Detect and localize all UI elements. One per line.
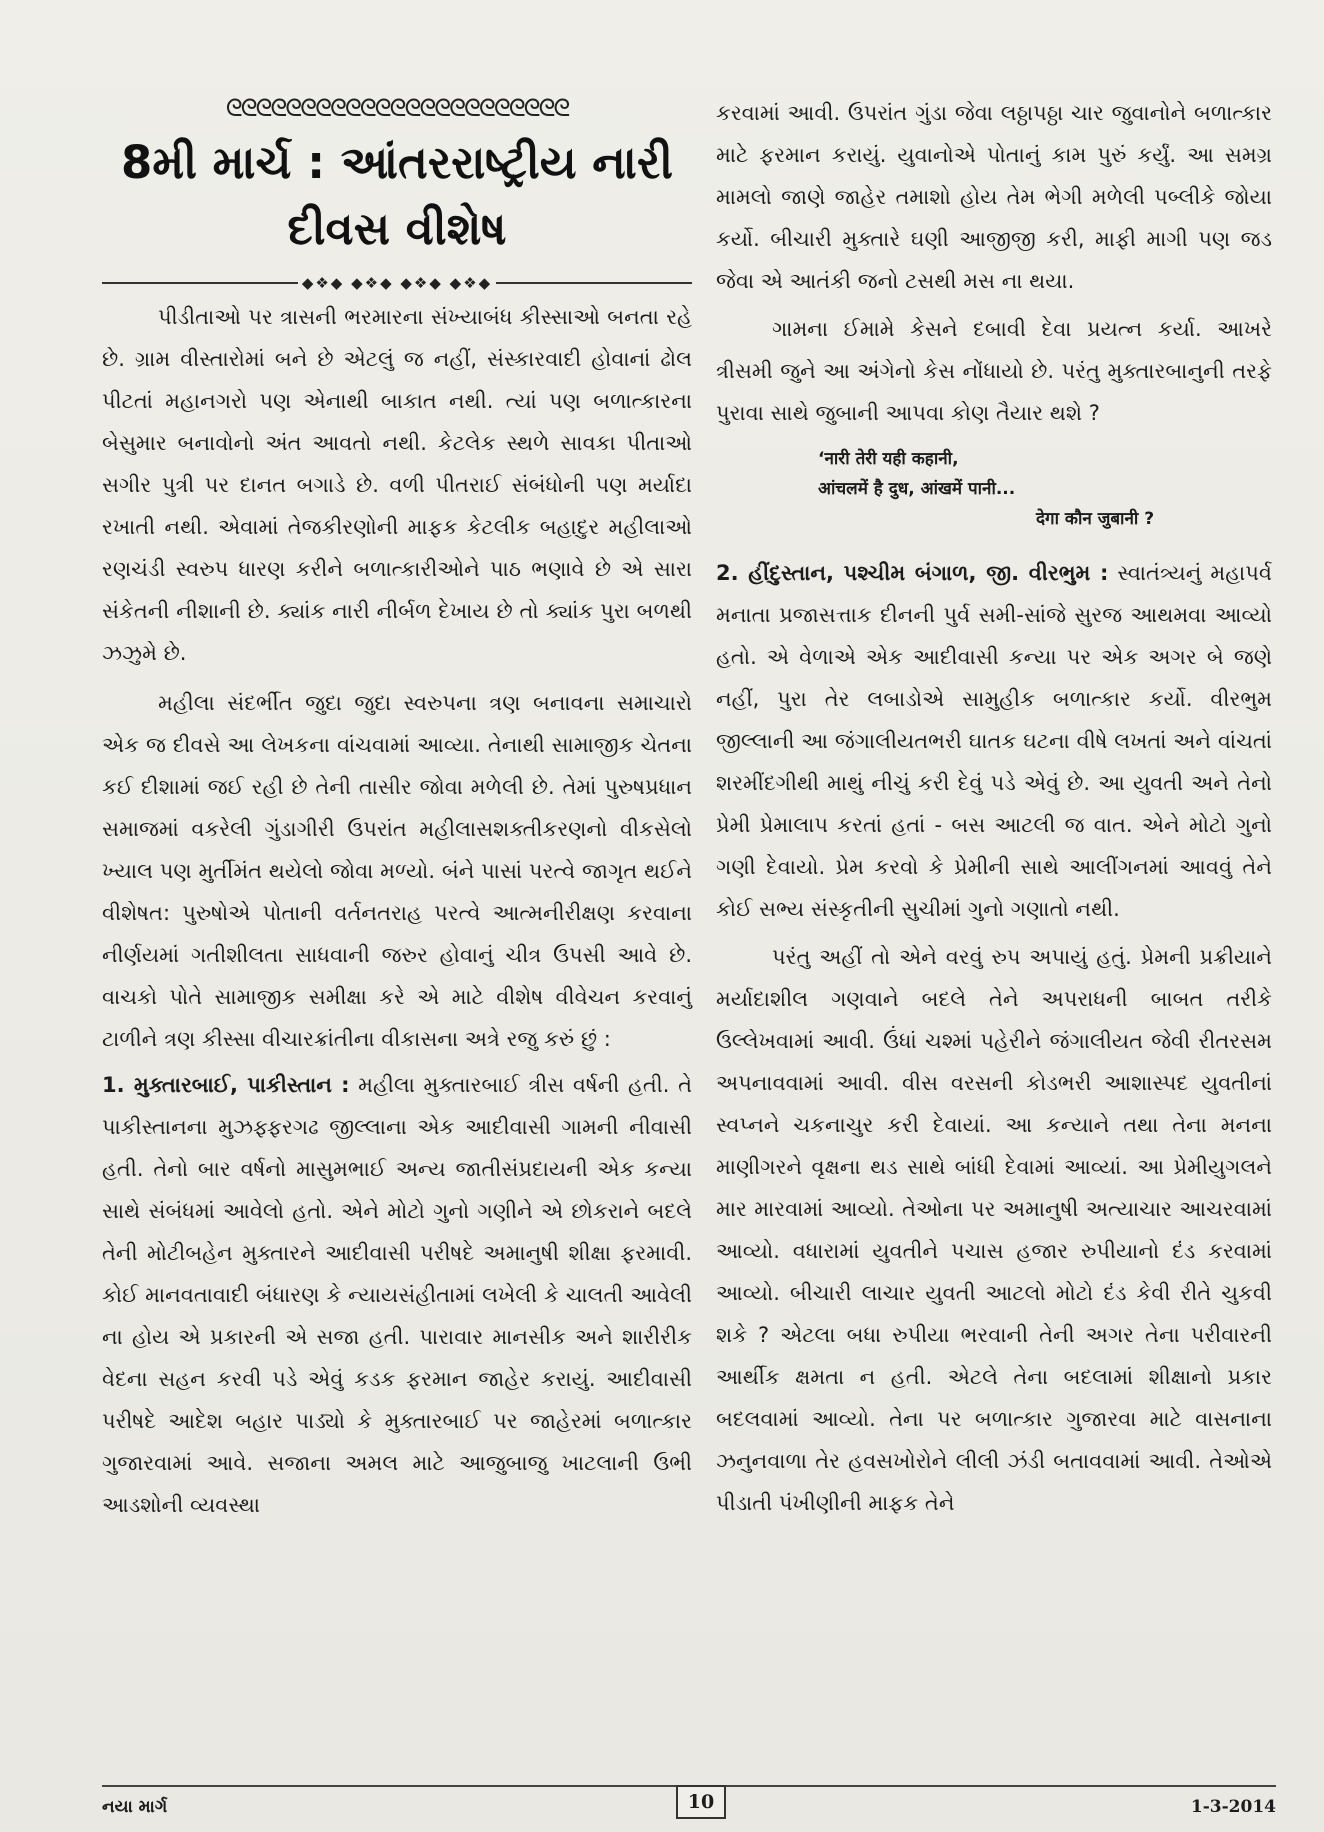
section2-paragraph	[716, 552, 1272, 930]
title-line-2: દીવસ વીશેષ	[287, 202, 507, 255]
poem-line-3: देगा कौन जुबानी ?	[1036, 509, 1155, 529]
page-number: 10	[676, 1785, 726, 1819]
title-ornament: ᘓᘓᘓᘓᘓᘓᘓᘓᘓᘓᘓᘓᘓᘓᘓᘓᘓᘓᘓᘓᘓᘓᘓ	[225, 96, 569, 122]
title-line-1: 8મી માર્ચ : આંતરરાષ્ટ્રીય નારી	[121, 136, 673, 189]
divider-line-right	[496, 282, 692, 284]
section2-heading: 2. હીંદુસ્તાન, પશ્ચીમ બંગાળ, જી. વીરભુમ :	[716, 561, 1109, 585]
imam-paragraph: ગામના ઈમામે કેસને દબાવી દેવા પ્રયત્ન કર્યા. આખરે ત્રીસમી જુને આ અંગેનો કેસ નોંધાયો છે. પરંતુ મુક્તારબાનુની તરફે પુરાવા સાથે જુબાની આપવા કોણ તૈયાર થશે ?	[716, 317, 1272, 425]
poem-quote	[716, 444, 1272, 534]
section1-text: મહીલા મુક્તારબાઈ ત્રીસ વર્ષની હતી. તે પાકીસ્તાનના મુઝફ્ફરગઢ જીલ્લાના એક આદીવાસી ગામની નીવાસી હતી. તેનો બાર વર્ષનો માસુમભાઈ અન્ય જાતીસંપ્રદાયની એક કન્યા સાથે સંબંધમાં આવેલો હતો. એને મોટો ગુનો ગણીને એ છોકરાને બદલે તેની મોટીબહેન મુક્તારને આદીવાસી પરીષદે અમાનુષી શીક્ષા ફરમાવી. કોઈ માનવતાવાદી બંધારણ કે ન્યાયસંહીતામાં લખેલી કે ચાલતી આવેલી ના હોય એ પ્રકારની એ સજા હતી. પારાવાર માનસીક અને શારીરીક વેદના સહન કરવી પડે એવું કડક ફરમાન જાહેર કરાયું. આદીવાસી પરીષદે આદેશ બહાર પાડ્યો કે મુક્તારબાઈ પર જાહેરમાં બળાત્કાર ગુજારવામાં આવે. સજાના અમલ માટે આજુબાજુ ખાટલાની ઉભી આડશોની વ્યવસ્થા	[102, 1073, 692, 1517]
page-footer	[102, 1785, 1276, 1827]
right-column	[716, 92, 1272, 1524]
issue-date: 1-3-2014	[1190, 1797, 1276, 1817]
section1-heading: 1. મુક્તારબાઈ, પાકીસ્તાન :	[102, 1073, 350, 1097]
intro-paragraph: પીડીતાઓ પર ત્રાસની ભરમારના સંખ્યાબંધ કીસ્સાઓ બનતા રહે છે. ગ્રામ વીસ્તારોમાં બને છે એટલું જ નહીં, સંસ્કારવાદી હોવાનાં ઢોલ પીટતાં મહાનગરો પણ એનાથી બાકાત નથી. ત્યાં પણ બળાત્કારના બેસુમાર બનાવોનો અંત આવતો નથી. કેટલેક સ્થળે સાવકા પીતાઓ સગીર પુત્રી પર દાનત બગાડે છે. વળી પીતરાઈ સંબંધોની પણ મર્યાદા રખાતી નથી. એવામાં તેજકીરણોની માફક કેટલીક બહાદુર મહીલાઓ રણચંડી સ્વરુપ ધારણ કરીને બળાત્કારીઓને પાઠ ભણાવે છે એ સારા સંકેતની નીશાની છે. ક્યાંક નારી નીર્બળ દેખાય છે તો ક્યાંક પુરા બળથી ઝઝુમે છે.	[102, 305, 692, 665]
context-paragraph: મહીલા સંદર્ભીત જુદા જુદા સ્વરુપના ત્રણ બનાવના સમાચારો એક જ દીવસે આ લેખકના વાંચવામાં આવ્યા. તેનાથી સામાજીક ચેતના કઈ દીશામાં જઈ રહી છે તેની તાસીર જોવા મળેલી છે. તેમાં પુરુષપ્રધાન સમાજમાં વકરેલી ગુંડાગીરી ઉપરાંત મહીલાસશક્તીકરણનો વીકસેલો ખ્યાલ પણ મુર્તીમંત થયેલો જોવા મળ્યો. બંને પાસાં પરત્વે જાગૃત થઈને વીશેષત: પુરુષોએ પોતાની વર્તનતરાહ પરત્વે આત્મનીરીક્ષણ કરવાના નીર્ણયમાં ગતીશીલતા સાધવાની જરુર હોવાનું ચીત્ર ઉપસી આવે છે. વાચકો પોતે સામાજીક સમીક્ષા કરે એ માટે વીશેષ વીવેચન કરવાનું ટાળીને ત્રણ કીસ્સા વીચારક્રાંતીના વીકાસના અત્રે રજુ કરું છું :	[102, 691, 692, 1051]
title-divider	[102, 276, 692, 290]
publication-name: નયા માર્ગ	[102, 1797, 168, 1817]
section1-paragraph	[102, 1064, 692, 1526]
continuation-paragraph: કરવામાં આવી. ઉપરાંત ગુંડા જેવા લઠ્ઠાપઠ્ઠા ચાર જુવાનોને બળાત્કાર માટે ફરમાન કરાયું. યુવાનોએ પોતાનું કામ પુરું કર્યું. આ સમગ્ર મામલો જાણે જાહેર તમાશો હોય તેમ ભેગી મળેલી પબ્લીકે જોયા કર્યો. બીચારી મુક્તારે ઘણી આજીજી કરી, માફી માગી પણ જડ જેવા એ આતંકી જનો ટસથી મસ ના થયા.	[716, 101, 1272, 293]
section2-text: સ્વાતંત્ર્યનું મહાપર્વ મનાતા પ્રજાસત્તાક દીનની પુર્વ સમી-સાંજે સુરજ આથમવા આવ્યો હતો. એ વેળાએ એક આદીવાસી કન્યા પર એક અગર બે જણે નહીં, પુરા તેર લબાડોએ સામુહીક બળાત્કાર કર્યો. વીરભુમ જીલ્લાની આ જંગાલીયતભરી ઘાતક ઘટના વીષે લખતાં અને વાંચતાં શરમીંદગીથી માથું નીચું કરી દેવું પડે એવું છે. આ યુવતી અને તેનો પ્રેમી પ્રેમાલાપ કરતાં હતાં - બસ આટલી જ વાત. એને મોટો ગુનો ગણી દેવાયો. પ્રેમ કરવો કે પ્રેમીની સાથે આલીંગનમાં આવવું તેને કોઈ સભ્ય સંસ્કૃતીની સુચીમાં ગુનો ગણાતો નથી.	[716, 561, 1272, 921]
poem-line-1: ‘नारी तेरी यही कहानी,	[818, 449, 959, 469]
left-column	[102, 96, 692, 1526]
article-title	[102, 130, 692, 262]
poem-line-2: आंचलमें है दुध, आंखमें पानी...	[818, 479, 1016, 499]
closing-paragraph: પરંતુ અહીં તો એને વરવું રુપ અપાયું હતું. પ્રેમની પ્રક્રીયાને મર્યાદાશીલ ગણવાને બદલે તેને અપરાધની બાબત તરીકે ઉલ્લેખવામાં આવી. ઉંધાં ચશ્માં પહેરીને જંગાલીયત જેવી રીતરસમ અપનાવવામાં આવી. વીસ વરસની કોડભરી આશાસ્પદ યુવતીનાં સ્વપ્નને ચકનાચુર કરી દેવાયાં. આ કન્યાને તથા તેના મનના માણીગરને વૃક્ષના થડ સાથે બાંધી દેવામાં આવ્યાં. આ પ્રેમીયુગલને માર મારવામાં આવ્યો. તેઓના પર અમાનુષી અત્યાચાર આચરવામાં આવ્યો. વધારામાં યુવતીને પચાસ હજાર રુપીયાનો દંડ કરવામાં આવ્યો. બીચારી લાચાર યુવતી આટલો મોટો દંડ કેવી રીતે ચુકવી શકે ? એટલા બધા રુપીયા ભરવાની તેની અગર તેના પરીવારની આર્થીક ક્ષમતા ન હતી. એટલે તેના બદલામાં શીક્ષાનો પ્રકાર બદલવામાં આવ્યો. તેના પર બળાત્કાર ગુજારવા માટે વાસનાના ઝનુનવાળા તેર હવસખોરોને લીલી ઝંડી બતાવવામાં આવી. તેઓએ પીડાતી પંખીણીની માફક તેને	[716, 945, 1272, 1515]
divider-line-left	[102, 282, 298, 284]
divider-diamonds: ◆❖◆ ◆❖◆ ◆❖◆ ◆❖◆	[301, 274, 493, 292]
